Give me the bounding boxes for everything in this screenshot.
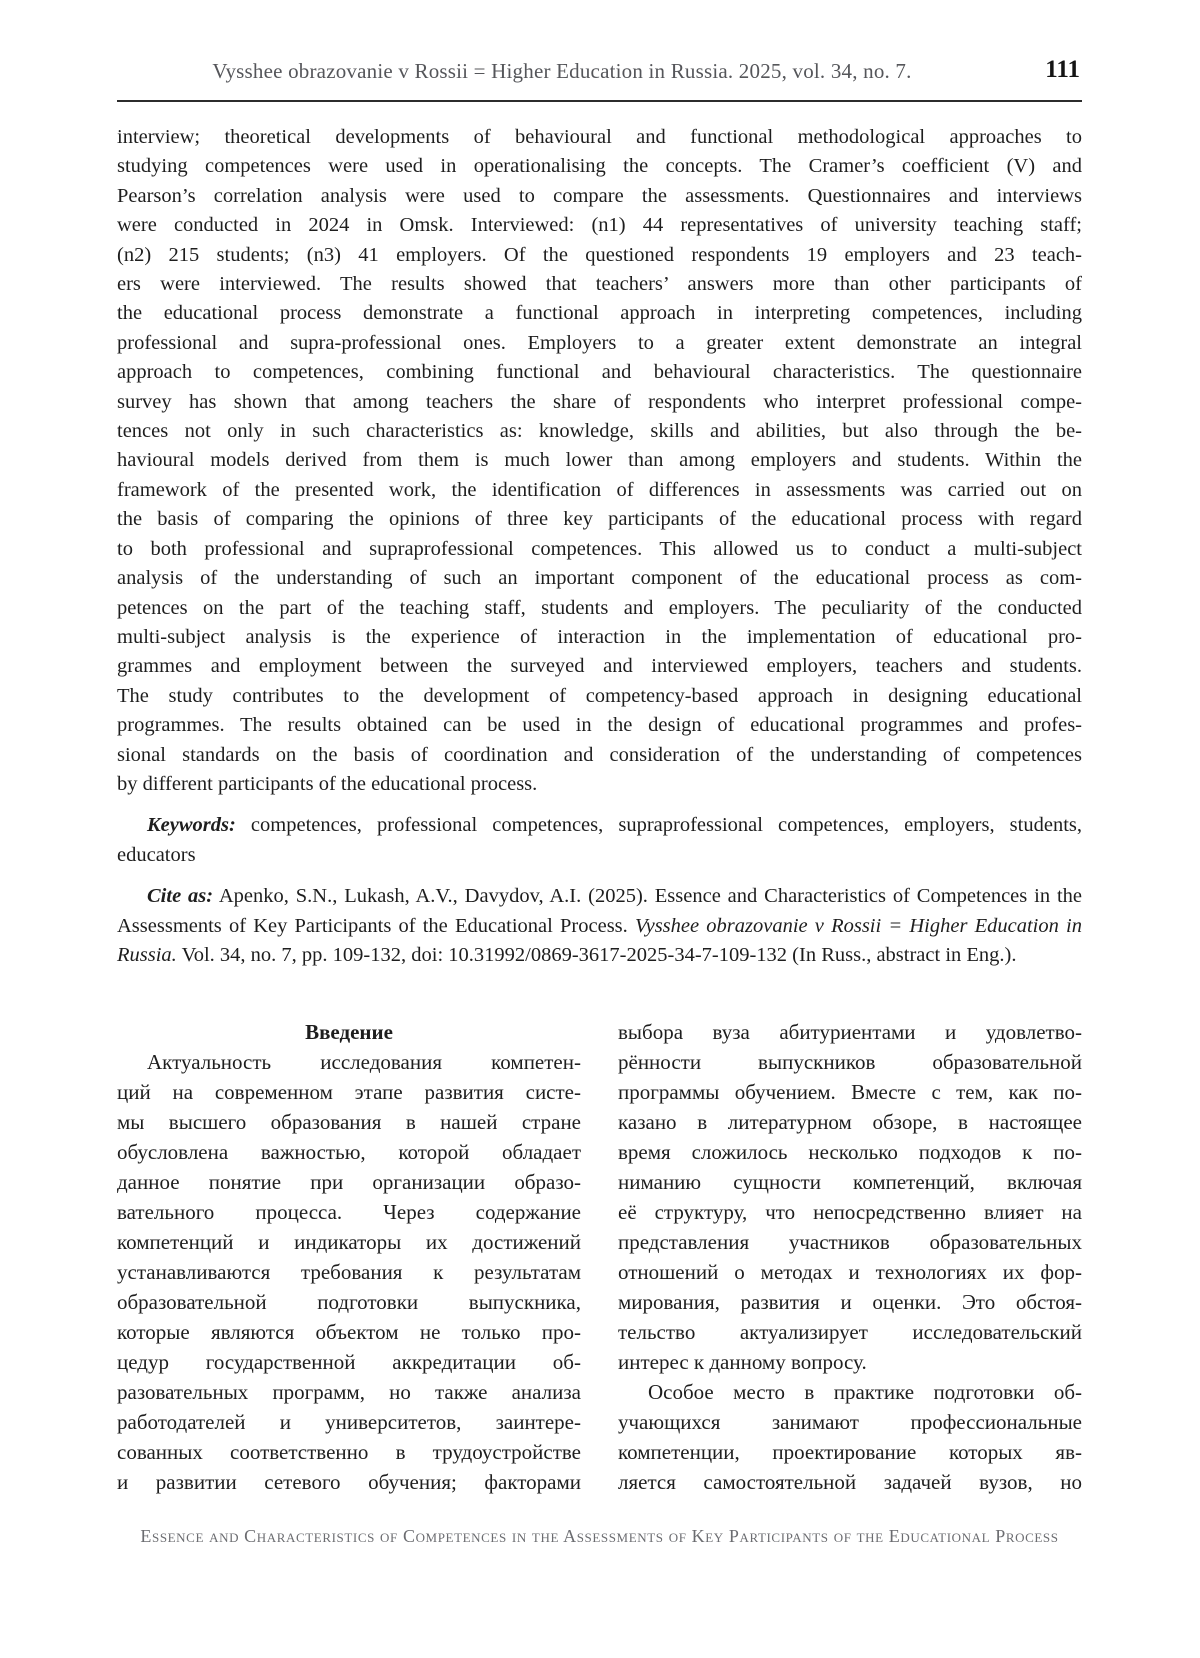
cite-as-text: Apenko, S.N., Lukash, A.V., Davydov, A.I. (2025). Essence and Characteristics of Competences in the Assessments of Key Participants of the Educational Process. bbox=[117, 885, 1082, 937]
cite-journal-title: Vysshee obrazovanie v Rossii = Higher Education in Russia. bbox=[117, 914, 1082, 966]
text-line: программы обучением. Вместе с тем, как по- bbox=[618, 1080, 1082, 1105]
text-line: учающихся занимают профессиональные bbox=[618, 1410, 1082, 1435]
running-header bbox=[117, 56, 1082, 90]
text-line: ниманию сущности компетенций, включая bbox=[618, 1170, 1082, 1195]
abstract-continuation bbox=[117, 123, 1082, 799]
text-line: The study contributes to the development of competency-based approach in designing educational bbox=[117, 684, 1082, 707]
text-line: мы высшего образования в нашей стране bbox=[117, 1110, 581, 1135]
right-column-text bbox=[618, 1017, 1082, 1497]
text-line: tences not only in such characteristics as: knowledge, skills and abilities, but also through the be- bbox=[117, 420, 1082, 443]
left-column-text bbox=[117, 1047, 581, 1497]
cite-as-paragraph bbox=[117, 882, 1082, 970]
text-line: компетенции, проектирование которых яв- bbox=[618, 1440, 1082, 1465]
introduction-heading: Введение bbox=[305, 1020, 393, 1045]
keywords-text: competences, professional competences, supraprofessional competences, employers, students, educators bbox=[117, 814, 1083, 866]
text-line: programmes. The results obtained can be used in the design of educational programmes and profes- bbox=[117, 714, 1082, 737]
text-line: by different participants of the educational process. bbox=[117, 772, 538, 795]
text-line: интерес к данному вопросу. bbox=[618, 1350, 867, 1375]
text-line: professional and supra-professional ones. Employers to a greater extent demonstrate an integral bbox=[117, 331, 1082, 354]
page-number: 111 bbox=[1045, 56, 1080, 83]
text-line: компетенций и индикаторы их достижений bbox=[117, 1230, 581, 1255]
text-line: multi-subject analysis is the experience of interaction in the implementation of educational pro- bbox=[117, 625, 1082, 648]
text-line: framework of the presented work, the identification of differences in assessments was carried out on bbox=[117, 478, 1082, 501]
text-line: которые являются объектом не только про- bbox=[117, 1320, 581, 1345]
text-line: Особое место в практике подготовки об- bbox=[648, 1380, 1082, 1405]
text-line: работодателей и университетов, заинтере- bbox=[117, 1410, 581, 1435]
text-line: studying competences were used in operationalising the concepts. The Cramer’s coefficient (V) and bbox=[117, 155, 1082, 178]
text-line: устанавливаются требования к результатам bbox=[117, 1260, 581, 1285]
text-line: ляется самостоятельной задачей вузов, но bbox=[618, 1470, 1082, 1495]
text-line: were conducted in 2024 in Omsk. Interviewed: (n1) 44 representatives of university teaching staff; bbox=[117, 214, 1082, 237]
cite-as-text-tail: Vol. 34, no. 7, pp. 109-132, doi: 10.31992/0869-3617-2025-34-7-109-132 (In Russ., abstract in Eng.). bbox=[176, 943, 1017, 966]
text-line: to both professional and supraprofessional competences. This allowed us to conduct a multi-subject bbox=[117, 537, 1082, 560]
text-line: Актуальность исследования компетен- bbox=[147, 1050, 581, 1075]
text-line: данное понятие при организации образо- bbox=[117, 1170, 581, 1195]
header-rule bbox=[117, 100, 1082, 102]
text-line: havioural models derived from them is much lower than among employers and students. Within the bbox=[117, 449, 1082, 472]
text-line: представления участников образовательных bbox=[618, 1230, 1082, 1255]
text-line: время сложилось несколько подходов к по- bbox=[618, 1140, 1082, 1165]
text-line: цедур государственной аккредитации об- bbox=[117, 1350, 581, 1375]
text-line: образовательной подготовки выпускника, bbox=[117, 1290, 581, 1315]
text-line: the educational process demonstrate a functional approach in interpreting competences, including bbox=[117, 302, 1082, 325]
right-column bbox=[618, 1017, 1082, 1497]
text-line: interview; theoretical developments of behavioural and functional methodological approaches to bbox=[117, 126, 1082, 148]
text-line: выбора вуза абитуриентами и удовлетво- bbox=[618, 1020, 1082, 1045]
text-line: (n2) 215 students; (n3) 41 employers. Of the questioned respondents 19 employers and 23 teach- bbox=[117, 243, 1082, 266]
text-line: Pearson’s correlation analysis were used to compare the assessments. Questionnaires and interviews bbox=[117, 184, 1082, 207]
text-line: sional standards on the basis of coordination and consideration of the understanding of competences bbox=[117, 743, 1082, 766]
introduction-section bbox=[117, 1017, 1082, 1497]
text-line: обусловлена важностью, которой обладает bbox=[117, 1140, 581, 1165]
text-line: казано в литературном обзоре, в настоящее bbox=[618, 1110, 1082, 1135]
text-line: petences on the part of the teaching staff, students and employers. The peculiarity of the conducted bbox=[117, 596, 1082, 619]
keywords-label: Keywords: bbox=[147, 814, 236, 837]
running-footer-title: Essence and Characteristics of Competences in the Assessments of Key Participants of the Educational Process bbox=[140, 1526, 1059, 1547]
text-line: тельство актуализирует исследовательский bbox=[618, 1320, 1082, 1345]
text-line: сованных соответственно в трудоустройстве bbox=[117, 1440, 581, 1465]
text-line: analysis of the understanding of such an important component of the educational process as com- bbox=[117, 567, 1082, 590]
text-line: ций на современном этапе развития систе- bbox=[117, 1080, 581, 1105]
text-line: разовательных программ, но также анализа bbox=[117, 1380, 581, 1405]
text-line: ers were interviewed. The results showed that teachers’ answers more than other participants of bbox=[117, 273, 1082, 296]
text-line: мирования, развития и оценки. Это обстоя- bbox=[618, 1290, 1082, 1315]
text-line: вательного процесса. Через содержание bbox=[117, 1200, 581, 1225]
left-column bbox=[117, 1017, 581, 1497]
text-line: approach to competences, combining functional and behavioural characteristics. The questionnaire bbox=[117, 361, 1082, 384]
text-line: survey has shown that among teachers the share of respondents who interpret professional compe- bbox=[117, 390, 1082, 413]
text-line: grammes and employment between the surveyed and interviewed employers, teachers and students. bbox=[117, 655, 1082, 678]
text-line: the basis of comparing the opinions of three key participants of the educational process with regard bbox=[117, 508, 1082, 531]
keywords-paragraph bbox=[117, 811, 1082, 870]
journal-title-line: Vysshee obrazovanie v Rossii = Higher Education in Russia. 2025, vol. 34, no. 7. bbox=[212, 59, 912, 83]
cite-as-label: Cite as: bbox=[147, 885, 214, 908]
text-line: её структуру, что непосредственно влияет на bbox=[618, 1200, 1082, 1225]
text-line: отношений о методах и технологиях их фор- bbox=[618, 1260, 1082, 1285]
text-line: и развитии сетевого обучения; факторами bbox=[117, 1470, 581, 1495]
text-line: рённости выпускников образовательной bbox=[618, 1050, 1082, 1075]
